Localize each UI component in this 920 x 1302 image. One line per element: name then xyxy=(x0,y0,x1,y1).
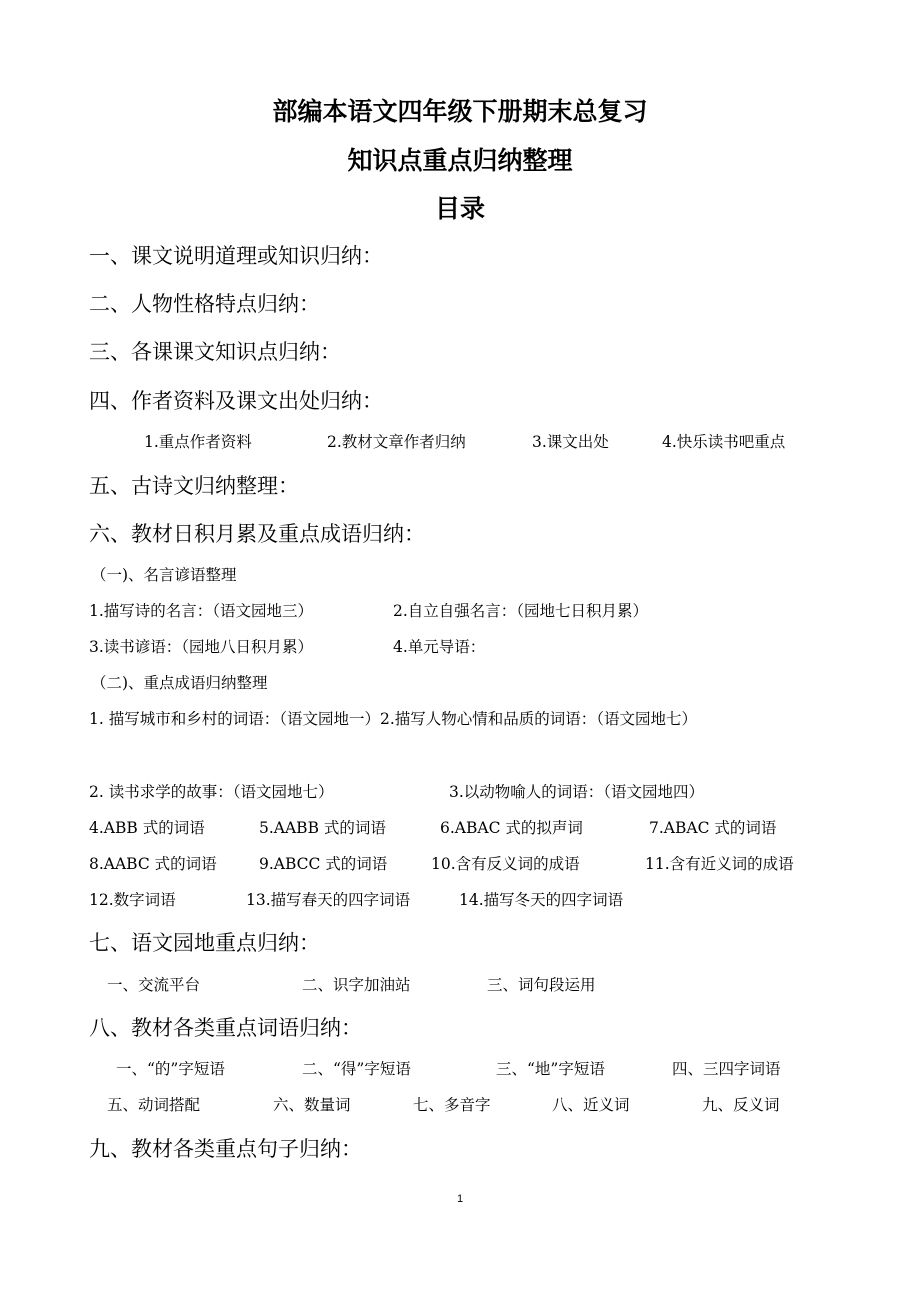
s6-item: 4.ABB 式的词语 xyxy=(89,819,205,837)
s6-item: 9.ABCC 式的词语 xyxy=(259,855,388,873)
s8-item: 四、三四字词语 xyxy=(672,1060,781,1078)
s6-item: 6.ABAC 式的拟声词 xyxy=(440,819,583,837)
s8-item: 一、“的”字短语 xyxy=(116,1060,225,1078)
s6-item: 10.含有反义词的成语 xyxy=(431,855,580,873)
s6-item: 12.数字词语 xyxy=(89,891,176,909)
s6-item: 4.单元导语： xyxy=(393,638,486,656)
s7-item: 一、交流平台 xyxy=(107,976,201,994)
s8-item: 九、反义词 xyxy=(702,1096,780,1114)
s6-subheading-2: （二)、重点成语归纳整理 xyxy=(91,674,268,692)
s6-item: 2.自立自强名言：（园地七日积月累） xyxy=(393,602,649,620)
s6-subheading-1: （一)、名言谚语整理 xyxy=(91,566,237,584)
s6-item: 1. 描写城市和乡村的词语：（语文园地一）2.描写人物心情和品质的词语：（语文园地七） xyxy=(89,710,698,728)
s6-item: 14.描写冬天的四字词语 xyxy=(459,891,624,909)
section-3-heading: 三、各课课文知识点归纳： xyxy=(89,340,341,364)
section-9-heading: 九、教材各类重点句子归纳： xyxy=(89,1137,362,1161)
section-1-heading: 一、课文说明道理或知识归纳： xyxy=(89,244,383,268)
s8-item: 六、数量词 xyxy=(273,1096,351,1114)
section-2-heading: 二、人物性格特点归纳： xyxy=(89,292,320,316)
s4-item: 2.教材文章作者归纳 xyxy=(327,433,466,451)
s8-item: 三、“地”字短语 xyxy=(496,1060,605,1078)
title-line-2: 知识点重点归纳整理 xyxy=(347,146,573,175)
title-line-1: 部编本语文四年级下册期末总复习 xyxy=(272,97,648,126)
s6-item: 13.描写春天的四字词语 xyxy=(246,891,411,909)
section-7-heading: 七、语文园地重点归纳： xyxy=(89,931,320,955)
s4-item: 3.课文出处 xyxy=(532,433,609,451)
title-toc: 目录 xyxy=(434,194,485,223)
page-number: 1 xyxy=(456,1193,464,1205)
s8-item: 七、多音字 xyxy=(413,1096,491,1114)
s8-item: 二、“得”字短语 xyxy=(302,1060,411,1078)
s6-item: 3.读书谚语：（园地八日积月累） xyxy=(89,638,314,656)
s4-item: 1.重点作者资料 xyxy=(144,433,252,451)
s6-item: 2. 读书求学的故事：（语文园地七） xyxy=(89,783,334,801)
section-4-heading: 四、作者资料及课文出处归纳： xyxy=(89,389,383,413)
section-5-heading: 五、古诗文归纳整理： xyxy=(89,474,299,498)
s7-item: 三、词句段运用 xyxy=(487,976,596,994)
s6-item: 5.AABB 式的词语 xyxy=(259,819,386,837)
s7-item: 二、识字加油站 xyxy=(302,976,411,994)
section-8-heading: 八、教材各类重点词语归纳： xyxy=(89,1016,362,1040)
s6-item: 8.AABC 式的词语 xyxy=(89,855,217,873)
s6-item: 7.ABAC 式的词语 xyxy=(649,819,777,837)
s8-item: 五、动词搭配 xyxy=(107,1096,201,1114)
s6-item: 1.描写诗的名言：（语文园地三） xyxy=(89,602,314,620)
s4-item: 4.快乐读书吧重点 xyxy=(662,433,786,451)
s6-item: 3.以动物喻人的词语：（语文园地四） xyxy=(449,783,705,801)
s8-item: 八、近义词 xyxy=(552,1096,630,1114)
section-6-heading: 六、教材日积月累及重点成语归纳： xyxy=(89,522,425,546)
s6-item: 11.含有近义词的成语 xyxy=(645,855,794,873)
